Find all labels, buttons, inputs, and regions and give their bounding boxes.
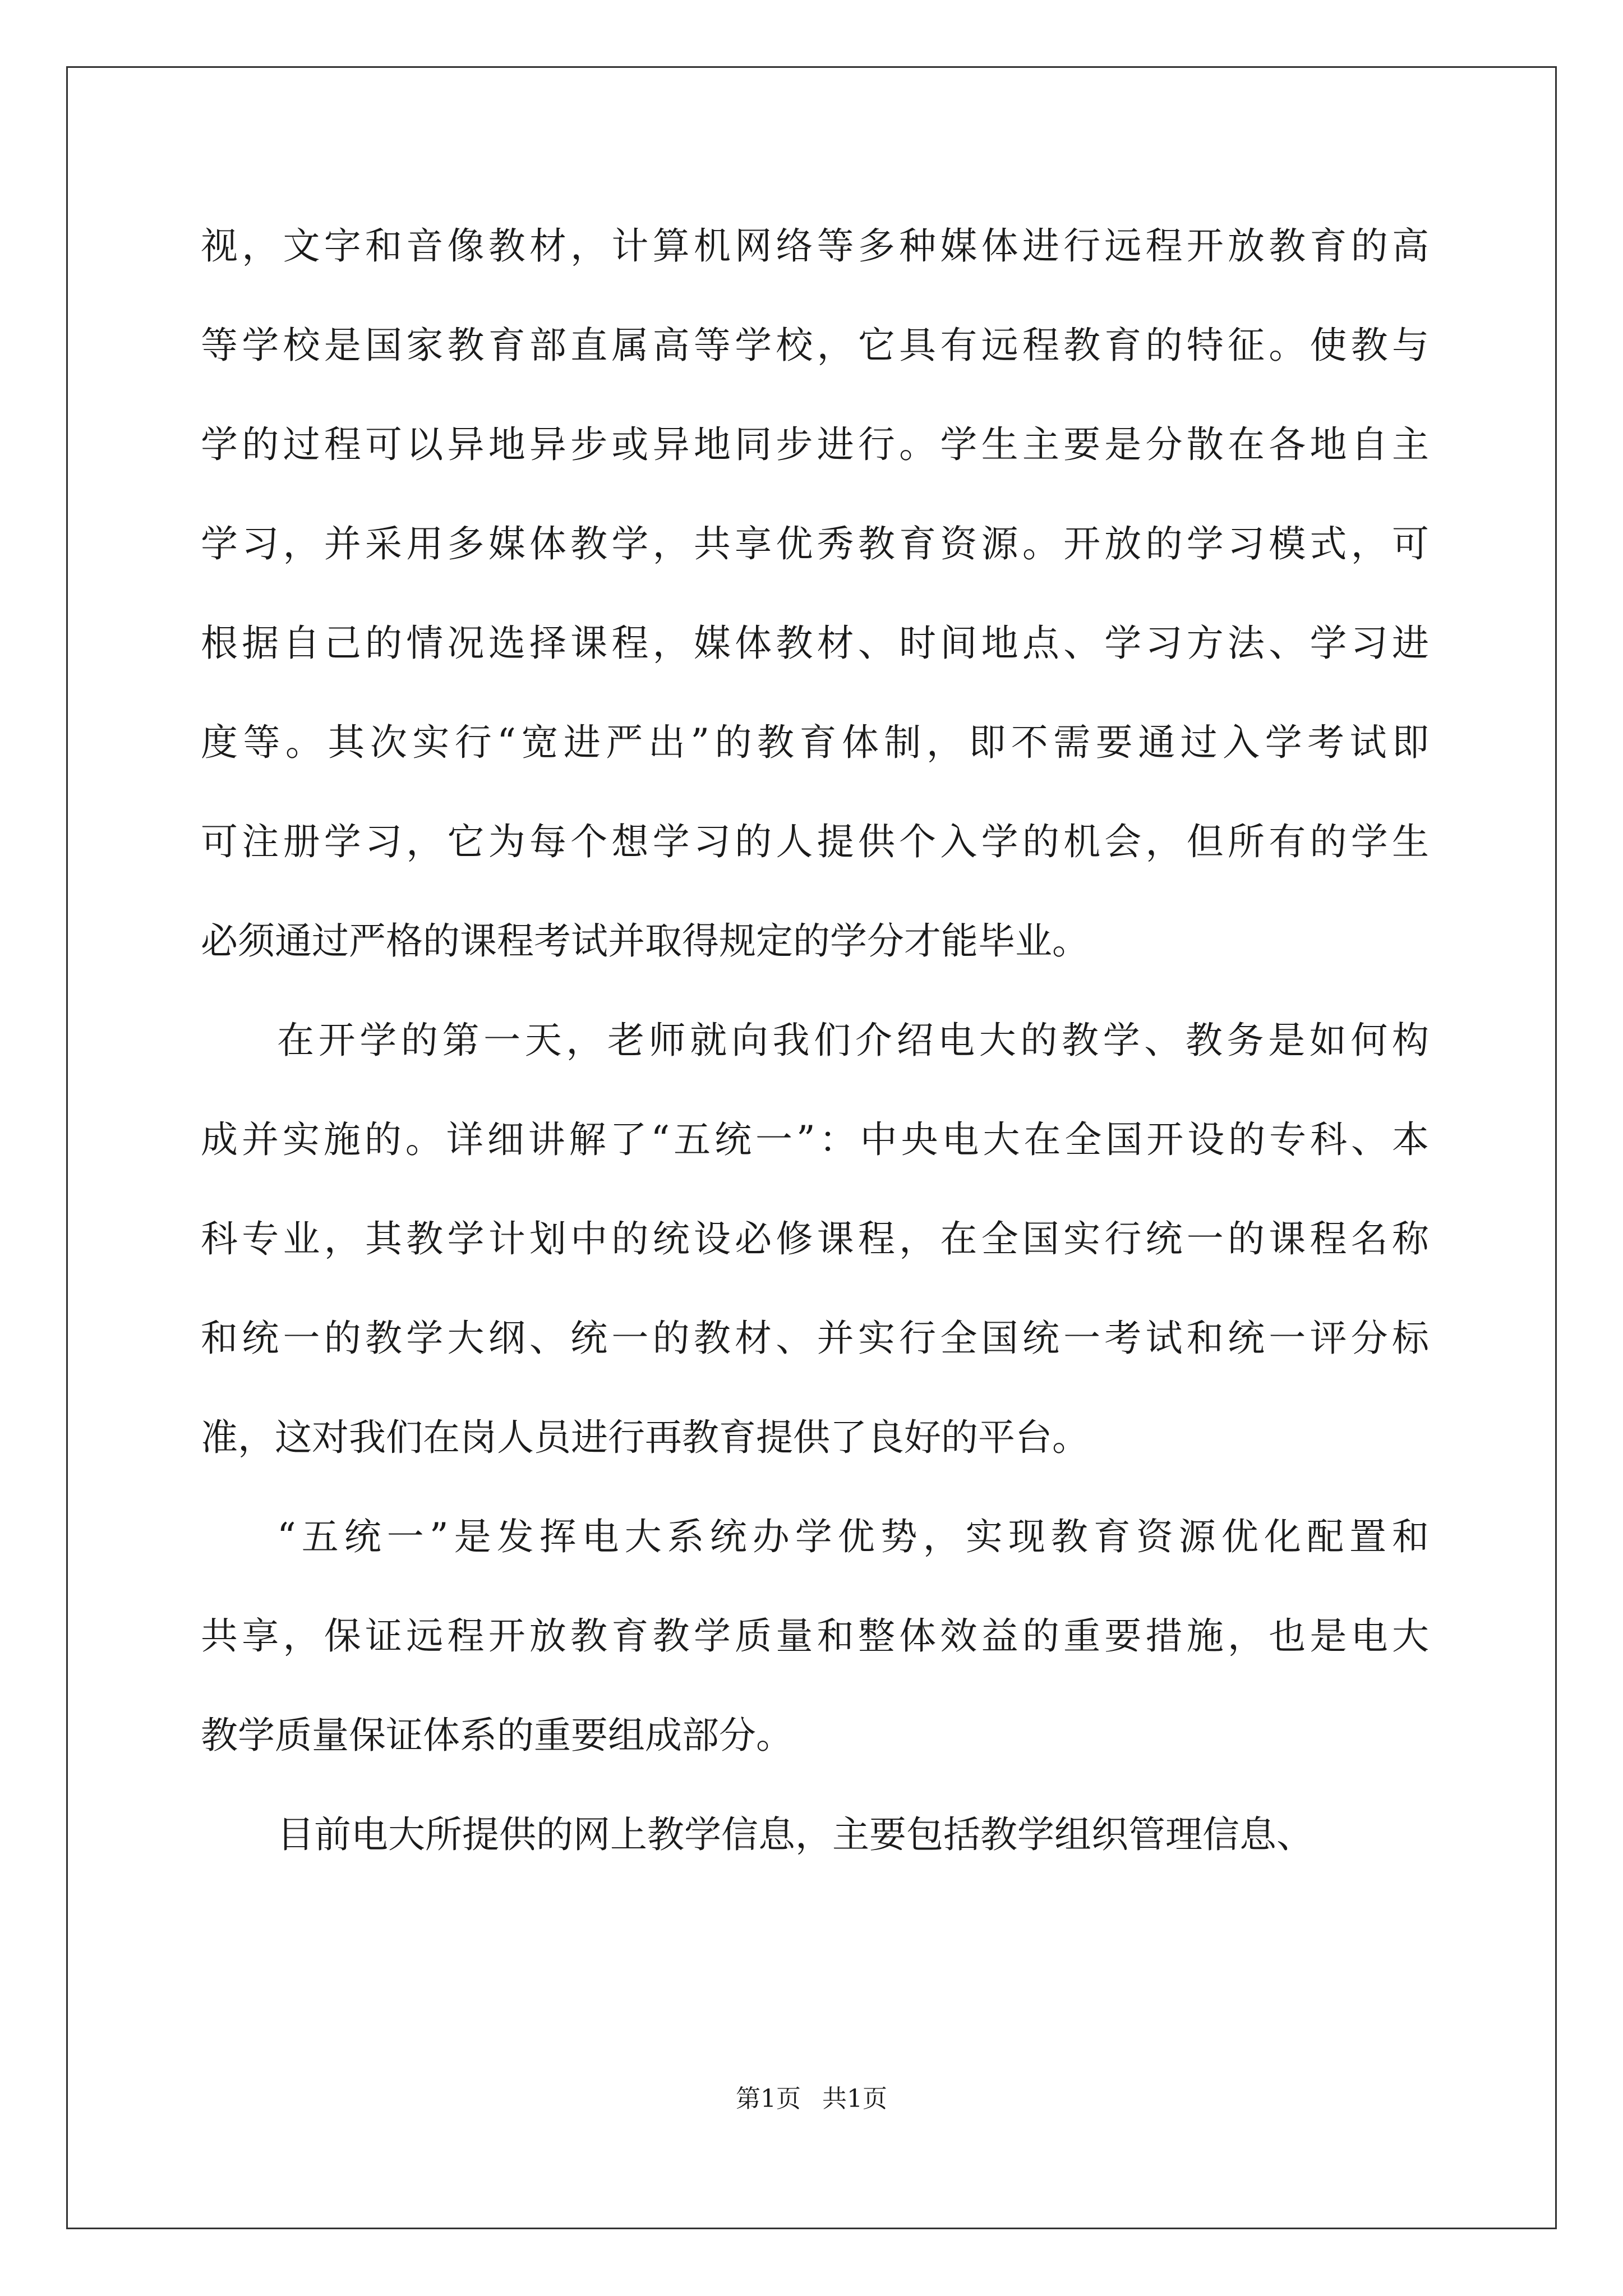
text-line: 学的过程可以异地异步或异地同步进行。学生主要是分散在各地自主 [201, 423, 1429, 466]
page-total: 共1页 [822, 2085, 887, 2113]
text-line: 成并实施的。详细讲解了“五统一”：中央电大在全国开设的专科、本 [201, 1118, 1429, 1161]
document-body [201, 196, 1429, 1884]
text-line: 度等。其次实行“宽进严出”的教育体制，即不需要通过入学考试即 [201, 721, 1429, 764]
text-line: 学习，并采用多媒体教学，共享优秀教育资源。开放的学习模式，可 [201, 522, 1429, 565]
page-footer [0, 2082, 1623, 2116]
page-number: 第1页 [736, 2085, 801, 2113]
text-line: 在开学的第一天，老师就向我们介绍电大的教学、教务是如何构 [277, 1019, 1429, 1062]
text-line: 等学校是国家教育部直属高等学校，它具有远程教育的特征。使教与 [201, 324, 1429, 367]
text-line: 目前电大所提供的网上教学信息，主要包括教学组织管理信息、 [277, 1813, 1313, 1856]
text-line: 和统一的教学大纲、统一的教材、并实行全国统一考试和统一评分标 [201, 1317, 1429, 1360]
text-line: 可注册学习，它为每个想学习的人提供个入学的机会，但所有的学生 [201, 820, 1429, 863]
text-line: 必须通过严格的课程考试并取得规定的学分才能毕业。 [201, 919, 1089, 963]
text-line: 科专业，其教学计划中的统设必修课程，在全国实行统一的课程名称 [201, 1217, 1429, 1260]
text-line: 根据自己的情况选择课程，媒体教材、时间地点、学习方法、学习进 [201, 622, 1429, 665]
text-line: 准，这对我们在岗人员进行再教育提供了良好的平台。 [201, 1416, 1089, 1459]
text-line: 教学质量保证体系的重要组成部分。 [201, 1714, 793, 1757]
text-line: 共享，保证远程开放教育教学质量和整体效益的重要措施，也是电大 [201, 1614, 1429, 1658]
text-line: 视，文字和音像教材，计算机网络等多种媒体进行远程开放教育的高 [201, 224, 1429, 268]
text-line: “五统一”是发挥电大系统办学优势，实现教育资源优化配置和 [277, 1515, 1429, 1558]
